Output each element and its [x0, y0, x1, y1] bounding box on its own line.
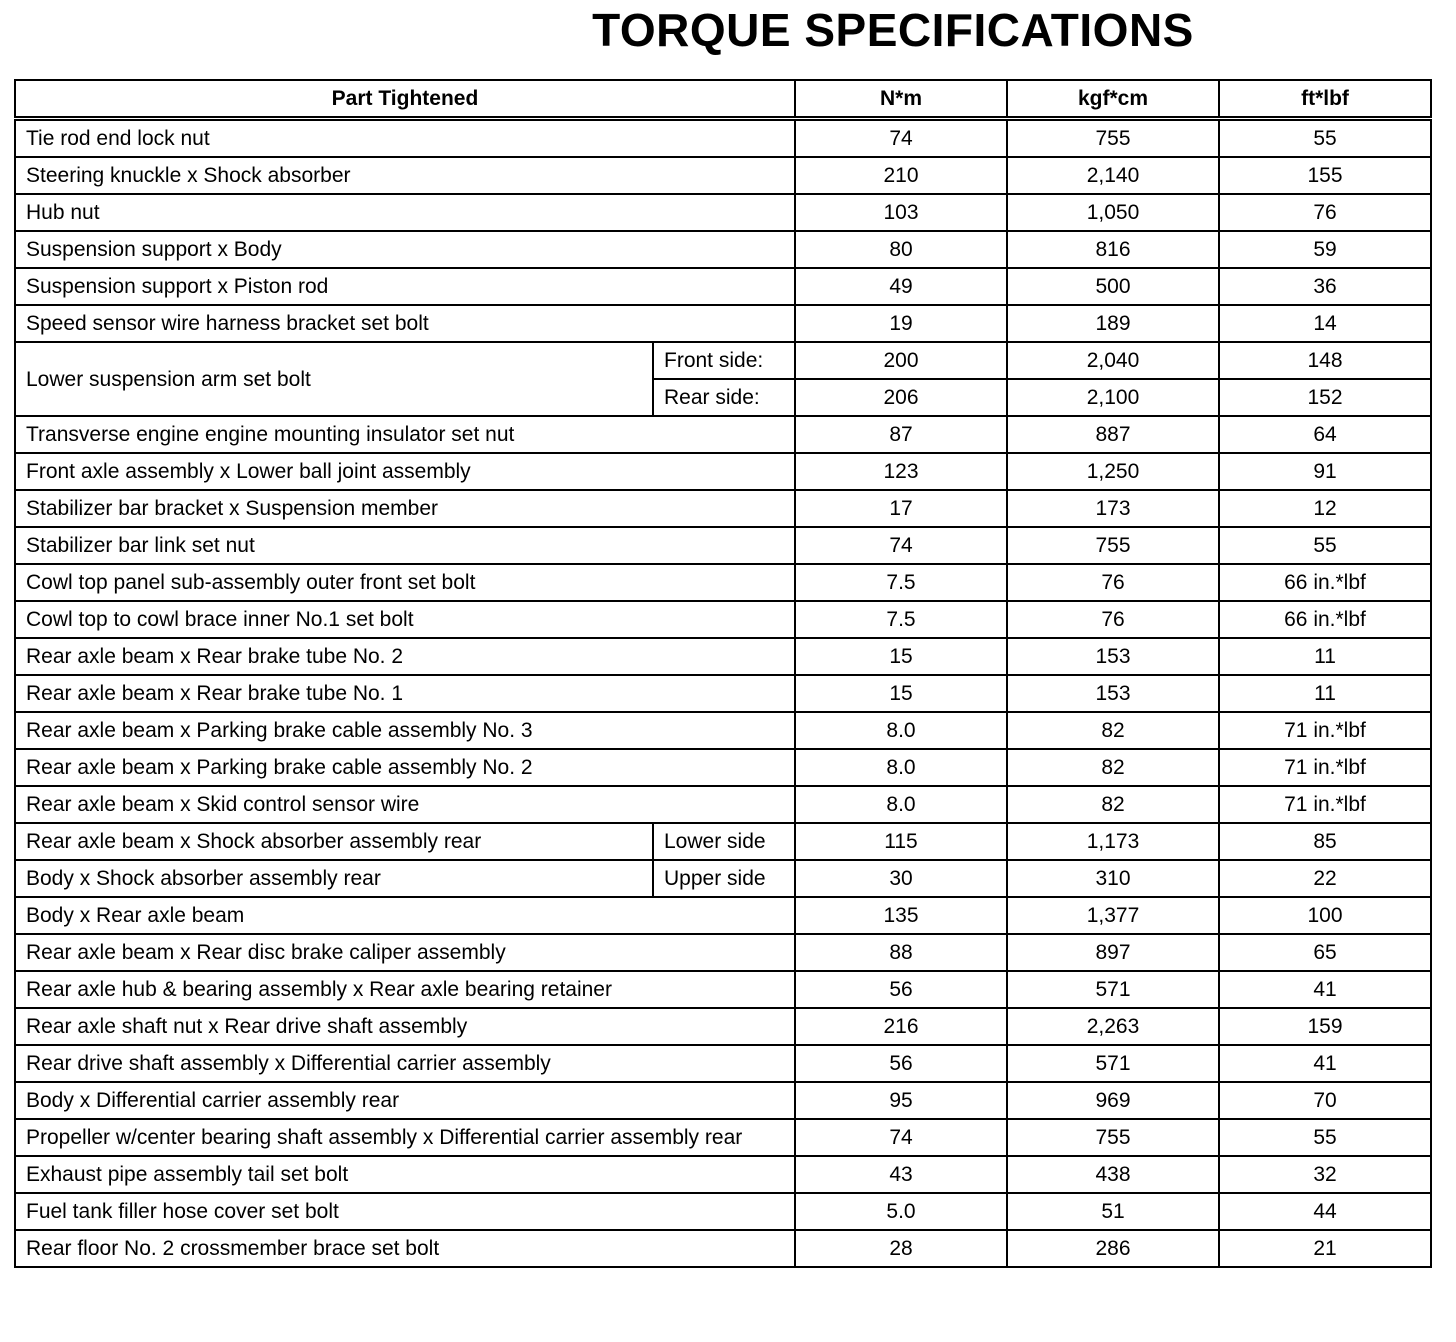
value-ft-lbf-cell: 148 [1219, 342, 1431, 379]
header-ft-lbf: ft*lbf [1219, 80, 1431, 119]
table-row [15, 675, 1431, 712]
part-position-cell: Front side: [653, 342, 795, 379]
value-kgf-cm-cell: 2,140 [1007, 157, 1219, 194]
value-kgf-cm-cell: 571 [1007, 971, 1219, 1008]
table-row [15, 1082, 1431, 1119]
header-nm: N*m [795, 80, 1007, 119]
part-name-cell: Body x Differential carrier assembly rear [15, 1082, 795, 1119]
value-nm-cell: 5.0 [795, 1193, 1007, 1230]
table-row [15, 416, 1431, 453]
table-row [15, 119, 1431, 158]
value-nm-cell: 15 [795, 638, 1007, 675]
value-kgf-cm-cell: 438 [1007, 1156, 1219, 1193]
part-name-cell: Transverse engine engine mounting insulator set nut [15, 416, 795, 453]
value-ft-lbf-cell: 64 [1219, 416, 1431, 453]
value-kgf-cm-cell: 82 [1007, 749, 1219, 786]
table-row [15, 231, 1431, 268]
part-name-cell: Rear axle beam x Rear brake tube No. 2 [15, 638, 795, 675]
value-nm-cell: 200 [795, 342, 1007, 379]
value-ft-lbf-cell: 66 in.*lbf [1219, 601, 1431, 638]
table-row [15, 638, 1431, 675]
value-ft-lbf-cell: 11 [1219, 675, 1431, 712]
value-ft-lbf-cell: 55 [1219, 119, 1431, 158]
value-ft-lbf-cell: 155 [1219, 157, 1431, 194]
value-kgf-cm-cell: 82 [1007, 712, 1219, 749]
value-kgf-cm-cell: 816 [1007, 231, 1219, 268]
part-name-cell: Rear axle beam x Skid control sensor wire [15, 786, 795, 823]
table-row [15, 342, 1431, 379]
value-ft-lbf-cell: 152 [1219, 379, 1431, 416]
part-position-cell: Rear side: [653, 379, 795, 416]
part-position-cell: Upper side [653, 860, 795, 897]
value-nm-cell: 80 [795, 231, 1007, 268]
table-row [15, 305, 1431, 342]
value-kgf-cm-cell: 755 [1007, 527, 1219, 564]
value-nm-cell: 103 [795, 194, 1007, 231]
value-nm-cell: 216 [795, 1008, 1007, 1045]
part-name-cell: Rear axle beam x Rear brake tube No. 1 [15, 675, 795, 712]
header-row [15, 80, 1431, 119]
value-nm-cell: 56 [795, 971, 1007, 1008]
value-ft-lbf-cell: 36 [1219, 268, 1431, 305]
part-name-cell: Rear axle hub & bearing assembly x Rear axle bearing retainer [15, 971, 795, 1008]
value-kgf-cm-cell: 2,040 [1007, 342, 1219, 379]
table-row [15, 971, 1431, 1008]
value-nm-cell: 74 [795, 1119, 1007, 1156]
table-row [15, 1156, 1431, 1193]
value-nm-cell: 19 [795, 305, 1007, 342]
value-nm-cell: 74 [795, 119, 1007, 158]
page-title: TORQUE SPECIFICATIONS [592, 4, 1194, 56]
table-row [15, 564, 1431, 601]
torque-table [14, 79, 1432, 1268]
value-ft-lbf-cell: 70 [1219, 1082, 1431, 1119]
table-row [15, 1008, 1431, 1045]
value-ft-lbf-cell: 76 [1219, 194, 1431, 231]
value-nm-cell: 7.5 [795, 564, 1007, 601]
value-nm-cell: 15 [795, 675, 1007, 712]
value-ft-lbf-cell: 159 [1219, 1008, 1431, 1045]
value-nm-cell: 88 [795, 934, 1007, 971]
part-name-cell: Body x Rear axle beam [15, 897, 795, 934]
value-kgf-cm-cell: 153 [1007, 675, 1219, 712]
table-row [15, 934, 1431, 971]
value-kgf-cm-cell: 76 [1007, 601, 1219, 638]
part-name-cell: Rear drive shaft assembly x Differential carrier assembly [15, 1045, 795, 1082]
value-kgf-cm-cell: 571 [1007, 1045, 1219, 1082]
value-ft-lbf-cell: 22 [1219, 860, 1431, 897]
value-nm-cell: 87 [795, 416, 1007, 453]
value-nm-cell: 135 [795, 897, 1007, 934]
table-row [15, 860, 1431, 897]
value-ft-lbf-cell: 71 in.*lbf [1219, 749, 1431, 786]
value-kgf-cm-cell: 755 [1007, 1119, 1219, 1156]
part-position-cell: Lower side [653, 823, 795, 860]
value-nm-cell: 56 [795, 1045, 1007, 1082]
value-nm-cell: 206 [795, 379, 1007, 416]
table-row [15, 712, 1431, 749]
value-kgf-cm-cell: 1,250 [1007, 453, 1219, 490]
value-kgf-cm-cell: 1,173 [1007, 823, 1219, 860]
value-nm-cell: 210 [795, 157, 1007, 194]
value-ft-lbf-cell: 66 in.*lbf [1219, 564, 1431, 601]
value-kgf-cm-cell: 1,377 [1007, 897, 1219, 934]
value-kgf-cm-cell: 897 [1007, 934, 1219, 971]
part-name-cell: Lower suspension arm set bolt [15, 342, 653, 416]
value-ft-lbf-cell: 55 [1219, 1119, 1431, 1156]
value-nm-cell: 28 [795, 1230, 1007, 1267]
part-name-cell: Front axle assembly x Lower ball joint assembly [15, 453, 795, 490]
table-row [15, 453, 1431, 490]
value-kgf-cm-cell: 500 [1007, 268, 1219, 305]
part-name-cell: Steering knuckle x Shock absorber [15, 157, 795, 194]
part-name-cell: Tie rod end lock nut [15, 119, 795, 158]
value-kgf-cm-cell: 2,263 [1007, 1008, 1219, 1045]
value-nm-cell: 95 [795, 1082, 1007, 1119]
value-kgf-cm-cell: 51 [1007, 1193, 1219, 1230]
part-name-cell: Hub nut [15, 194, 795, 231]
value-nm-cell: 115 [795, 823, 1007, 860]
table-row [15, 194, 1431, 231]
value-nm-cell: 8.0 [795, 712, 1007, 749]
value-kgf-cm-cell: 2,100 [1007, 379, 1219, 416]
table-row [15, 268, 1431, 305]
part-name-cell: Rear floor No. 2 crossmember brace set bolt [15, 1230, 795, 1267]
value-kgf-cm-cell: 173 [1007, 490, 1219, 527]
value-ft-lbf-cell: 12 [1219, 490, 1431, 527]
value-kgf-cm-cell: 82 [1007, 786, 1219, 823]
value-ft-lbf-cell: 41 [1219, 1045, 1431, 1082]
value-nm-cell: 74 [795, 527, 1007, 564]
value-kgf-cm-cell: 153 [1007, 638, 1219, 675]
value-nm-cell: 8.0 [795, 749, 1007, 786]
value-kgf-cm-cell: 286 [1007, 1230, 1219, 1267]
value-ft-lbf-cell: 55 [1219, 527, 1431, 564]
table-row [15, 1119, 1431, 1156]
part-name-cell: Stabilizer bar bracket x Suspension member [15, 490, 795, 527]
part-name-cell: Stabilizer bar link set nut [15, 527, 795, 564]
table-row [15, 1193, 1431, 1230]
value-kgf-cm-cell: 76 [1007, 564, 1219, 601]
table-row [15, 601, 1431, 638]
part-name-cell: Speed sensor wire harness bracket set bolt [15, 305, 795, 342]
value-nm-cell: 123 [795, 453, 1007, 490]
value-ft-lbf-cell: 65 [1219, 934, 1431, 971]
value-ft-lbf-cell: 59 [1219, 231, 1431, 268]
part-name-cell: Rear axle shaft nut x Rear drive shaft assembly [15, 1008, 795, 1045]
table-row [15, 786, 1431, 823]
part-name-cell: Fuel tank filler hose cover set bolt [15, 1193, 795, 1230]
part-name-cell: Body x Shock absorber assembly rear [15, 860, 653, 897]
value-ft-lbf-cell: 41 [1219, 971, 1431, 1008]
value-nm-cell: 8.0 [795, 786, 1007, 823]
value-ft-lbf-cell: 85 [1219, 823, 1431, 860]
value-ft-lbf-cell: 11 [1219, 638, 1431, 675]
value-nm-cell: 43 [795, 1156, 1007, 1193]
table-row [15, 823, 1431, 860]
table-row [15, 1230, 1431, 1267]
table-row [15, 157, 1431, 194]
value-kgf-cm-cell: 1,050 [1007, 194, 1219, 231]
value-nm-cell: 17 [795, 490, 1007, 527]
value-nm-cell: 7.5 [795, 601, 1007, 638]
value-ft-lbf-cell: 100 [1219, 897, 1431, 934]
part-name-cell: Propeller w/center bearing shaft assembly x Differential carrier assembly rear [15, 1119, 795, 1156]
value-nm-cell: 49 [795, 268, 1007, 305]
value-kgf-cm-cell: 755 [1007, 119, 1219, 158]
value-ft-lbf-cell: 91 [1219, 453, 1431, 490]
part-name-cell: Rear axle beam x Shock absorber assembly rear [15, 823, 653, 860]
value-ft-lbf-cell: 21 [1219, 1230, 1431, 1267]
header-kgf-cm: kgf*cm [1007, 80, 1219, 119]
value-ft-lbf-cell: 71 in.*lbf [1219, 712, 1431, 749]
part-name-cell: Cowl top to cowl brace inner No.1 set bolt [15, 601, 795, 638]
value-ft-lbf-cell: 44 [1219, 1193, 1431, 1230]
part-name-cell: Suspension support x Body [15, 231, 795, 268]
table-row [15, 897, 1431, 934]
value-nm-cell: 30 [795, 860, 1007, 897]
header-part-tightened: Part Tightened [15, 80, 795, 119]
value-kgf-cm-cell: 189 [1007, 305, 1219, 342]
value-ft-lbf-cell: 71 in.*lbf [1219, 786, 1431, 823]
part-name-cell: Suspension support x Piston rod [15, 268, 795, 305]
value-kgf-cm-cell: 310 [1007, 860, 1219, 897]
part-name-cell: Cowl top panel sub-assembly outer front set bolt [15, 564, 795, 601]
part-name-cell: Rear axle beam x Parking brake cable assembly No. 3 [15, 712, 795, 749]
part-name-cell: Rear axle beam x Parking brake cable assembly No. 2 [15, 749, 795, 786]
value-ft-lbf-cell: 14 [1219, 305, 1431, 342]
value-kgf-cm-cell: 887 [1007, 416, 1219, 453]
table-row [15, 749, 1431, 786]
part-name-cell: Exhaust pipe assembly tail set bolt [15, 1156, 795, 1193]
table-row [15, 1045, 1431, 1082]
table-row [15, 490, 1431, 527]
table-row [15, 527, 1431, 564]
part-name-cell: Rear axle beam x Rear disc brake caliper assembly [15, 934, 795, 971]
value-ft-lbf-cell: 32 [1219, 1156, 1431, 1193]
value-kgf-cm-cell: 969 [1007, 1082, 1219, 1119]
